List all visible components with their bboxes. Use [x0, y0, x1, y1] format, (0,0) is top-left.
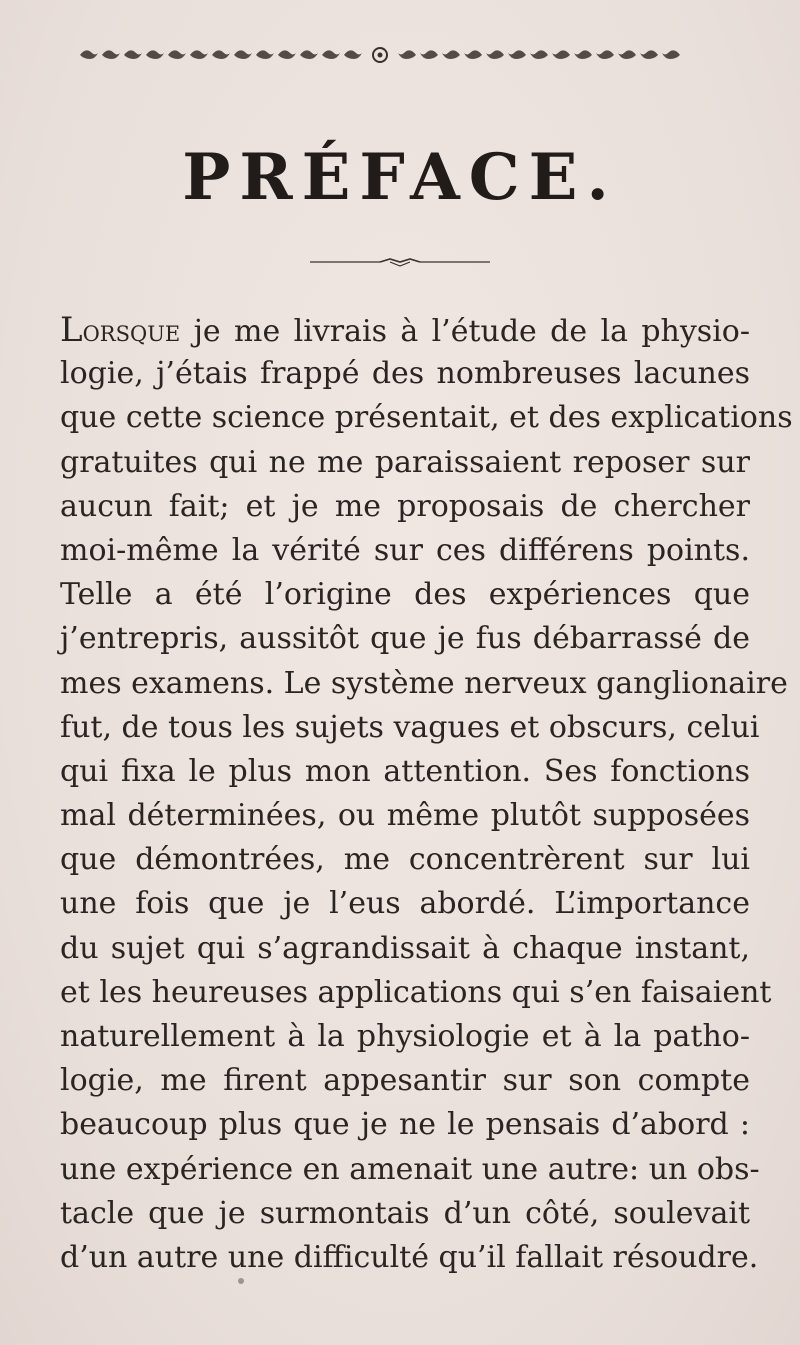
ornament-motif	[234, 50, 252, 59]
page-title: PRÉFACE.	[182, 140, 618, 215]
ornament-motif	[574, 50, 592, 59]
text-line: tacle que je surmontais d’un côté, soulevait	[60, 1195, 750, 1231]
text-line: logie, j’étais frappé des nombreuses lacunes	[60, 356, 750, 392]
ornament-motif	[300, 50, 318, 59]
ornament-motif	[278, 50, 296, 59]
text-line: que cette science présentait, et des explications	[60, 400, 793, 436]
text-line: moi-même la vérité sur ces différens points.	[60, 532, 750, 568]
first-line-text: je me livrais à l’étude de la physio-	[180, 314, 750, 349]
paragraph-lines	[60, 352, 793, 1280]
text-line: mal déterminées, ou même plutôt supposées	[60, 798, 750, 834]
ornament-motif	[322, 50, 340, 59]
ornament-motif	[486, 50, 504, 59]
text-line: et les heureuses applications qui s’en faisaient	[60, 974, 772, 1010]
text-line: que démontrées, me concentrèrent sur lui	[60, 842, 750, 878]
ornament-motif	[212, 50, 230, 59]
ornament-motif	[464, 50, 482, 59]
text-line: fut, de tous les sujets vagues et obscurs, celui	[60, 709, 760, 745]
ornament-motif	[596, 50, 614, 59]
ornament-motif	[190, 50, 208, 59]
ornament-motif	[344, 50, 362, 59]
text-line: qui fixa le plus mon attention. Ses fonctions	[60, 753, 750, 789]
opening-initial: L	[60, 310, 83, 350]
paper-speck	[238, 1278, 244, 1284]
ornament-motif	[530, 50, 548, 59]
text-line: d’un autre une difficulté qu’il fallait résoudre.	[60, 1239, 759, 1275]
text-line: mes examens. Le système nerveux ganglionaire	[60, 665, 788, 701]
text-line: gratuites qui ne me paraissaient reposer sur	[60, 444, 750, 480]
ornament-motif	[80, 50, 98, 59]
ornament-motif	[442, 50, 460, 59]
text-line: aucun fait; et je me proposais de chercher	[60, 488, 750, 524]
ornament-motif	[398, 50, 416, 59]
preface-body	[60, 308, 793, 1280]
text-line: Telle a été l’origine des expériences que	[60, 577, 750, 613]
text-line: beaucoup plus que je ne le pensais d’abord :	[60, 1107, 750, 1143]
text-line: du sujet qui s’agrandissait à chaque instant,	[60, 930, 750, 966]
text-line: naturellement à la physiologie et à la patho-	[60, 1019, 750, 1054]
ornament-motif	[552, 50, 570, 59]
ornament-motif	[420, 50, 438, 59]
text-line: une fois que je l’eus abordé. L’importance	[60, 886, 750, 922]
text-line: logie, me firent appesantir sur son compte	[60, 1063, 750, 1099]
text-line	[60, 308, 750, 352]
ornament-motif	[168, 50, 186, 59]
text-line: j’entrepris, aussitôt que je fus débarrassé de	[60, 621, 750, 657]
ornament-motif	[662, 50, 680, 59]
ornament-motif	[508, 50, 526, 59]
ornament-motif	[640, 50, 658, 59]
ornament-motif	[256, 50, 274, 59]
opening-word-rest: orsque	[82, 314, 181, 349]
ornamental-header-band	[78, 40, 682, 70]
ornament-motif	[618, 50, 636, 59]
ornament-motif	[124, 50, 142, 59]
ornament-motif	[102, 50, 120, 59]
text-line: une expérience en amenait une autre: un obs-	[60, 1151, 760, 1187]
ornament-motif	[146, 50, 164, 59]
ornamental-rule	[310, 256, 490, 268]
